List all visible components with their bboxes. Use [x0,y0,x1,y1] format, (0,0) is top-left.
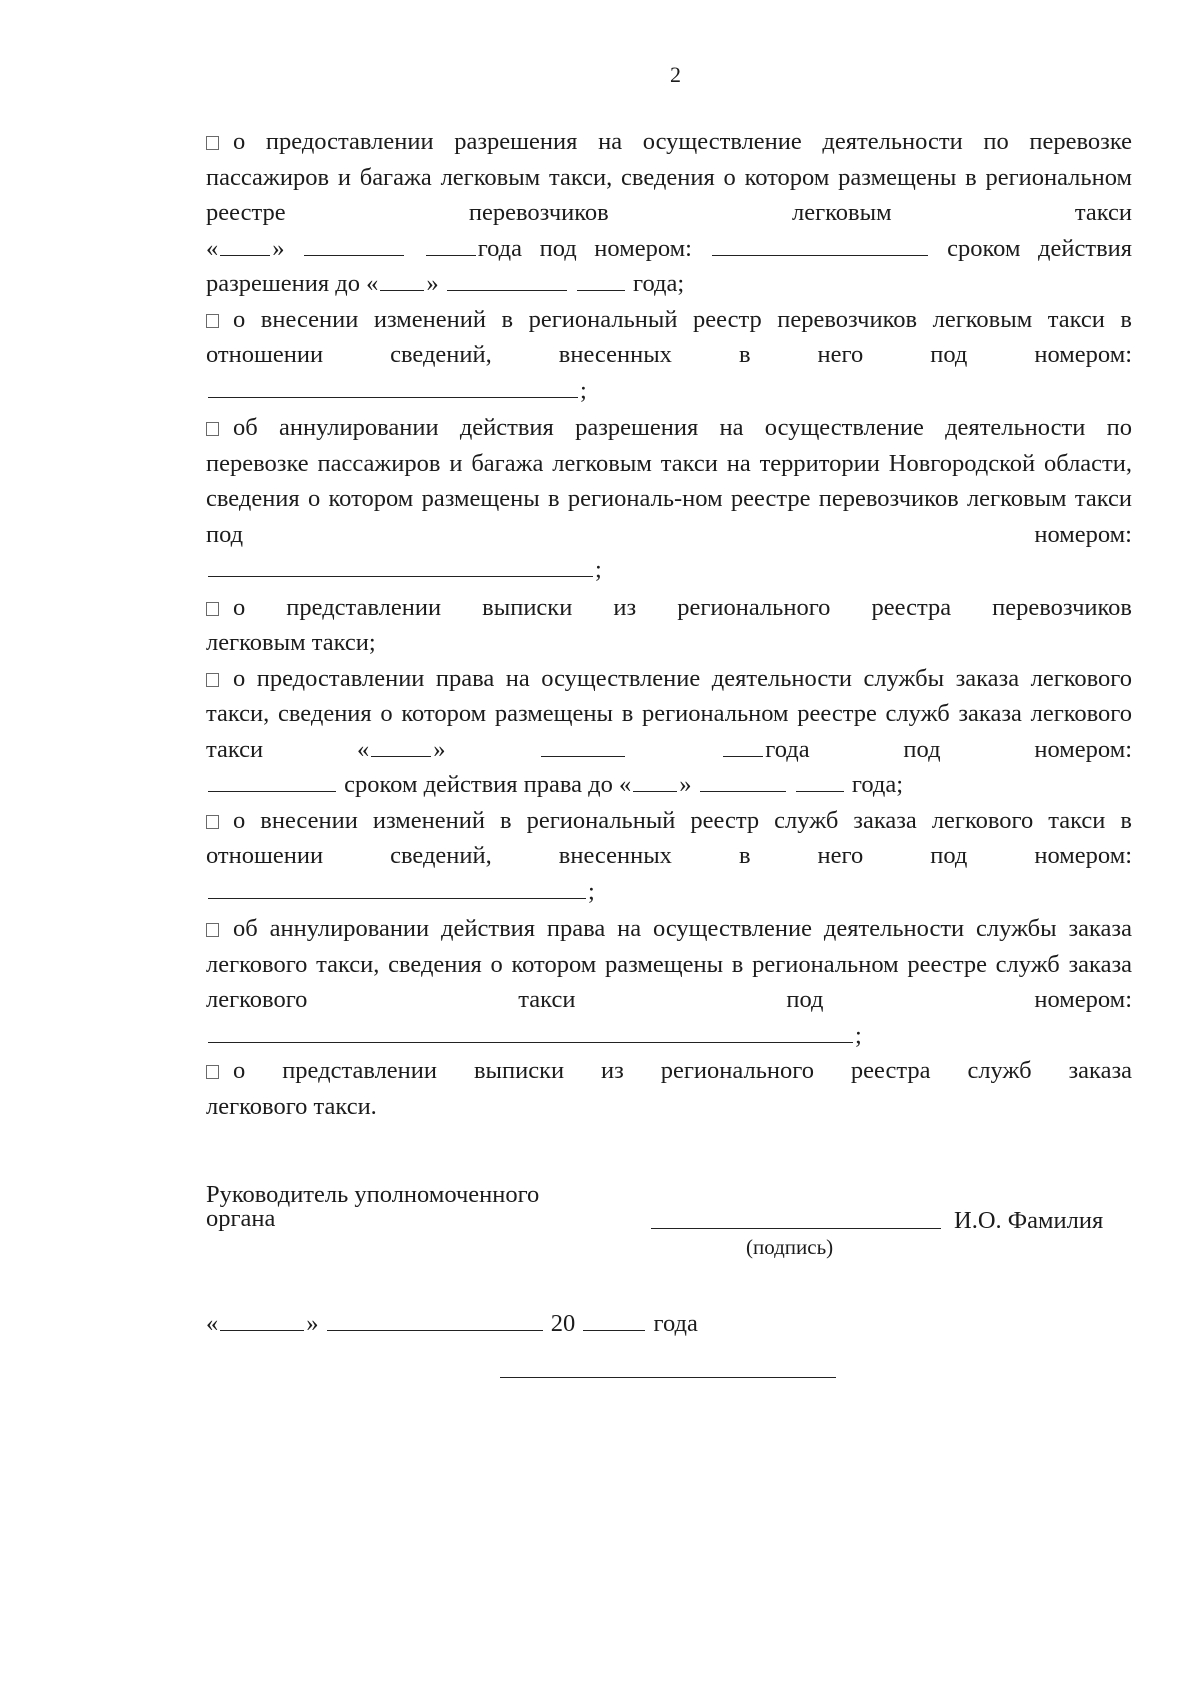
option-carrier-registry-change: о внесении изменений в региональный реестр перевозчиков легковым такси в отношении сведений, внесенных в него под номером: ; [206,305,1132,404]
closing-rule [500,1377,836,1378]
registry-number-field[interactable] [208,791,336,792]
checkbox-permit-cancel[interactable] [206,422,219,436]
option-dispatch-registry-change: о внесении изменений в региональный реестр служб заказа легкового такси в отношении сведений, внесенных в него под номером: ; [206,806,1132,905]
valid-month-field[interactable] [700,791,786,792]
checkbox-dispatch-registry-change[interactable] [206,815,219,829]
date-day-field[interactable] [220,1330,304,1331]
date-month-field[interactable] [327,1330,543,1331]
option-text: о внесении изменений в региональный реестр перевозчиков легковым такси в отношении сведений, внесенных в него под номером: [206,305,1132,368]
registry-number-field[interactable] [208,576,593,577]
month-field[interactable] [541,756,625,757]
year-field[interactable] [723,756,763,757]
option-permit-grant-fields: « » года под номером: сроком действия [206,234,1133,262]
option-text: о предоставлении права на осуществление деятельности службы заказа легкового такси, сведения о котором размещены в региональном реестре служб заказа легкового такси [206,664,1132,763]
option-carrier-extract: о представлении выписки из регионального реестра перевозчиков легковым такси; [206,593,1132,656]
checkbox-carrier-extract[interactable] [206,602,219,616]
checkbox-dispatch-extract[interactable] [206,1065,219,1079]
valid-month-field[interactable] [447,290,567,291]
option-text: о внесении изменений в региональный реестр служб заказа легкового такси в отношении сведений, внесенных в него под номером: [206,806,1132,869]
option-text: о представлении выписки из регионального реестра перевозчиков [233,593,1132,621]
valid-day-field[interactable] [633,791,677,792]
valid-year-field[interactable] [796,791,844,792]
signatory-position: Руководитель уполномоченного органа [206,1181,540,1232]
checkbox-dispatch-right-grant[interactable] [206,673,219,687]
option-permit-cancel: об аннулировании действия разрешения на осуществление деятельности по перевозке пассажиров и багажа легковым такси на территории Новгородской области, сведения о котором размещены в региональ-ном реестре перевозчиков легковым такси под номером: ; [206,414,1132,583]
day-field[interactable] [220,255,270,256]
signatory-name: И.О. Фамилия [954,1207,1104,1234]
option-dispatch-right-grant: о предоставлении права на осуществление деятельности службы заказа легкового такси, сведения о котором размещены в региональном реестре служб заказа легкового такси « » года под номером: [206,664,1133,763]
signature-field[interactable] [651,1228,941,1229]
options-list [206,124,1132,1124]
document-date: « » 20 года [206,1310,698,1337]
checkbox-carrier-registry-change[interactable] [206,314,219,328]
option-text: о предоставлении разрешения на осуществление деятельности по перевозке пассажиров и багажа легковым такси, сведения о котором размещены в региональном реестре перевозчиков легковым такси [206,128,1132,226]
option-text: о представлении выписки из регионального реестра служб заказа [233,1057,1132,1084]
page-number: 2 [670,62,681,87]
registry-number-field[interactable] [208,898,586,899]
month-field[interactable] [304,255,404,256]
option-dispatch-right-cancel: об аннулировании действия права на осуществление деятельности службы заказа легкового такси, сведения о котором размещены в региональном реестре служб заказа легкового такси под номером: ; [206,915,1132,1049]
option-permit-grant-validity: разрешения до « » года; [206,270,685,297]
option-permit-grant [206,124,1132,231]
checkbox-dispatch-right-cancel[interactable] [206,923,219,937]
date-year-field[interactable] [583,1330,645,1331]
checkbox-permit-grant[interactable] [206,136,219,150]
valid-year-field[interactable] [577,290,625,291]
registry-number-field[interactable] [712,255,928,256]
option-dispatch-right-validity: сроком действия права до « » года; [206,767,1132,803]
option-dispatch-extract: о представлении выписки из регионального реестра служб заказа легкового такси. [206,1057,1132,1120]
registry-number-field[interactable] [208,1042,853,1043]
option-text: об аннулировании действия права на осуществление деятельности службы заказа легкового такси, сведения о котором размещены в региональном реестре служб заказа легкового такси под номером: [206,915,1132,1013]
option-text: об аннулировании действия разрешения на осуществление деятельности по перевозке пассажиров и багажа легковым такси на территории Новгородской области, сведения о котором размещены в региональ-ном реестре перевозчиков легковым такси под номером: [206,414,1132,548]
signature-hint: (подпись) [746,1235,834,1259]
day-field[interactable] [371,756,431,757]
year-field[interactable] [426,255,476,256]
valid-day-field[interactable] [380,290,424,291]
registry-number-field[interactable] [208,397,578,398]
